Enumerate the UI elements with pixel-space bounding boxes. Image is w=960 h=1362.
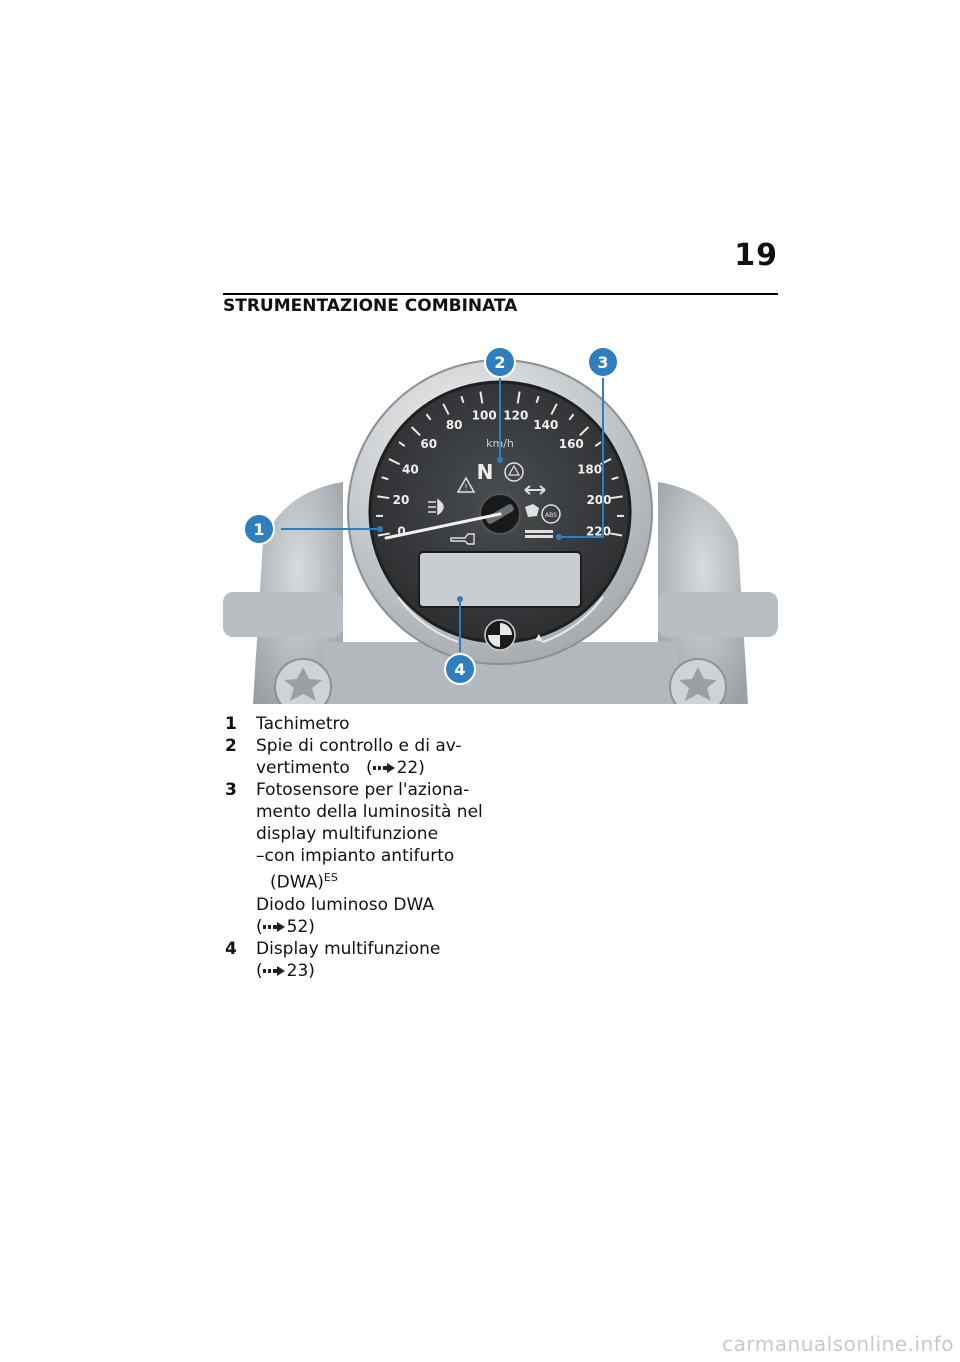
svg-text:3: 3 [597,353,609,372]
gauge-tick-label: 140 [533,418,559,433]
page-reference[interactable]: 22) [396,758,425,778]
callout-2 [485,347,515,377]
gauge-tick-label: 200 [586,492,612,507]
multifunction-display [419,552,581,607]
legend-number: 2 [225,736,237,756]
gear-indicator: N [476,460,494,484]
instrument-cluster-illustration [223,342,778,704]
legend-text: vertimento [256,758,350,778]
section-title: STRUMENTAZIONE COMBINATA [223,296,518,316]
legend-text: Display multifunzione [256,938,441,959]
legend-item-1 [225,713,525,735]
hazard-triangle-mark: ! [464,483,468,492]
legend-number: 1 [225,714,237,734]
handlebar-right [658,592,778,637]
high-beam-icon [428,500,443,514]
page-reference-arrow-icon [373,762,397,774]
page-reference[interactable]: 23) [286,960,315,981]
svg-text:4: 4 [454,660,466,679]
legend-item-3: 3 Fotosensore per l'aziona- mento della luminosità nel display multifunzione –con impianto antifurto (DWA)$^{ES}$ Diodo luminoso DWA ( 52) [225,779,525,938]
gauge-tick-label: 160 [558,436,584,451]
gauge-tick-label: 80 [445,418,463,433]
gauge-tick-label: 40 [402,462,419,477]
gauge-tick-label: 0 [397,524,406,539]
legend-list [225,713,525,982]
instrument-cluster-figure [223,342,778,704]
gauge-tick-label: 60 [420,436,438,451]
legend-number: 4 [225,938,237,959]
callout-3 [588,347,618,377]
legend-text: –con impianto antifurto [256,846,455,866]
bmw-logo-icon [485,620,515,650]
handlebar-left [223,592,343,637]
legend-text: Diodo luminoso DWA [256,894,435,915]
header-rule [223,293,778,295]
legend-item-4: 4 Display multifunzione ( 23) [225,938,525,982]
gauge-tick-label: 180 [577,462,603,477]
page-reference-arrow-icon [263,921,287,933]
gauge-tick-label: 120 [503,408,529,423]
legend-item-2: 2 Spie di controllo e di av- vertimento ( 22) [225,735,525,779]
legend-text: mento della luminosità nel [256,802,483,822]
legend-text: Tachimetro [256,714,350,734]
legend-text: (DWA) [270,872,324,893]
page-number: 19 [734,238,778,273]
optional-equipment-mark: ES [323,871,338,884]
gauge-tick-label: 100 [471,408,497,423]
legend-text: Fotosensore per l'aziona- [256,780,470,800]
legend-text: display multifunzione [256,824,439,844]
watermark: carmanualsonline.info [722,1332,954,1356]
svg-text:2: 2 [494,353,506,372]
callout-4 [445,654,475,684]
abs-label: ABS [545,512,557,519]
page-reference-arrow-icon [263,965,287,977]
gauge-tick-label: 220 [585,524,612,539]
gauge-tick-label: 20 [392,492,410,507]
unit-label: km/h [486,437,514,450]
svg-text:1: 1 [253,520,265,539]
legend-text: Spie di controllo e di av- [256,736,462,756]
callout-1 [244,514,274,544]
legend-number: 3 [225,780,237,800]
page-reference[interactable]: 52) [286,916,315,937]
